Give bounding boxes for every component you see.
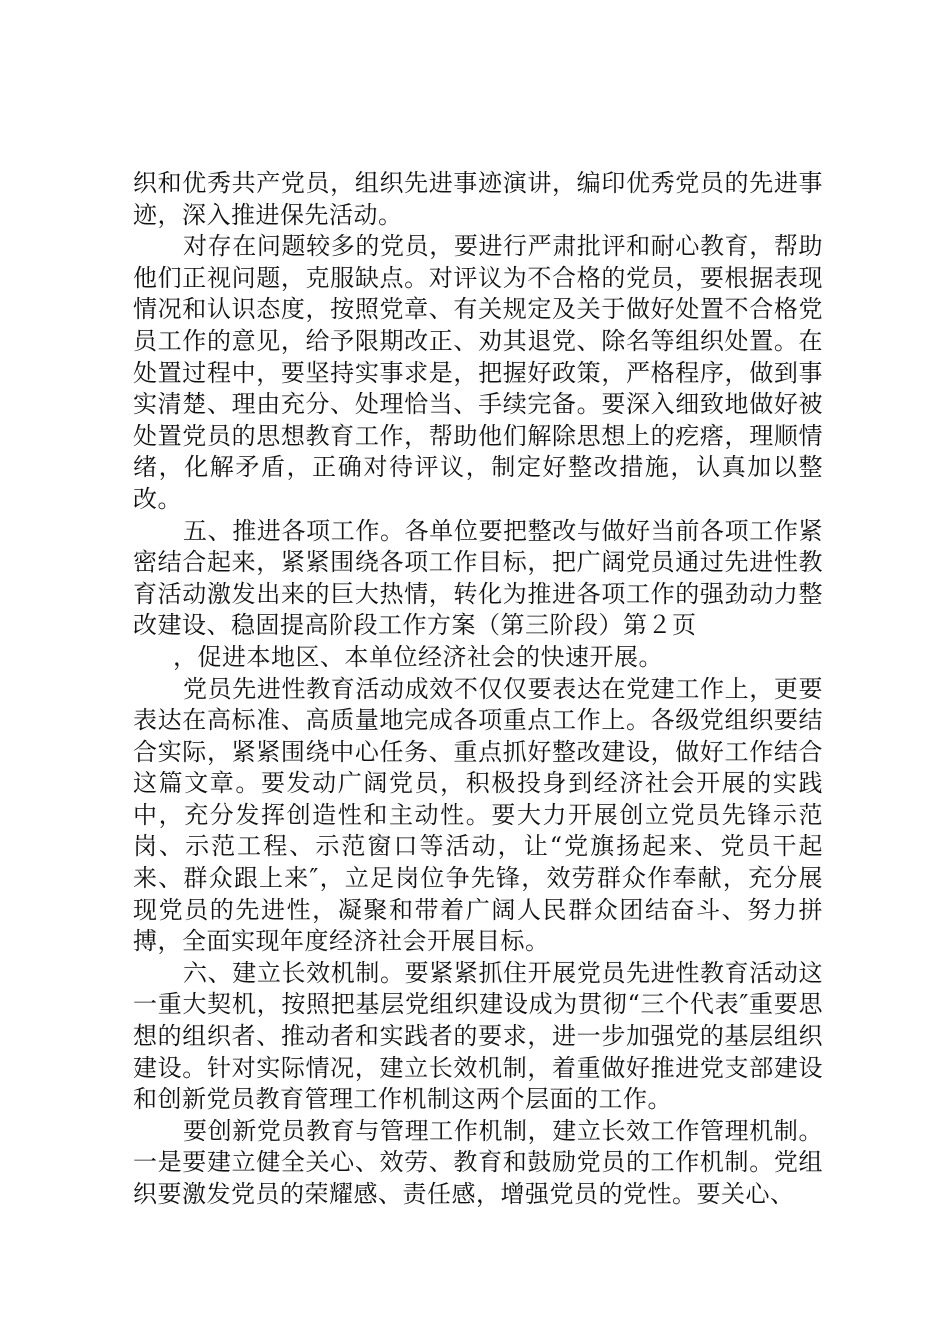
paragraph-mechanism: 要创新党员教育与管理工作机制，建立长效工作管理机制。一是要建立健全关心、效劳、教育和鼓励党员的工作机制。党组织要激发党员的荣耀感、责任感，增强党员的党性。要关心、 — [133, 1116, 823, 1208]
paragraph-section-six: 六、建立长效机制。要紧紧抓住开展党员先进性教育活动这一重大契机，按照把基层党组织建设成为贯彻“三个代表″重要思想的组织者、推动者和实践者的要求，进一步加强党的基层组织建设。针对实际情况，建立长效机制，着重做好推进党支部建设和创新党员教育管理工作机制这两个层面的工作。 — [133, 958, 823, 1114]
paragraph-continuation: 织和优秀共产党员，组织先进事迹演讲，编印优秀党员的先进事迹，深入推进保先活动。 — [133, 169, 823, 229]
paragraph-effectiveness: 党员先进性教育活动成效不仅仅要表达在党建工作上，更要表达在高标准、高质量地完成各项重点工作上。各级党组织要结合实际，紧紧围绕中心任务、重点抓好整改建设，做好工作结合这篇文章。要发动广阔党员，积极投身到经济社会开展的实践中，充分发挥创造性和主动性。要大力开展创立党员先锋示范岗、示范工程、示范窗口等活动，让“党旗扬起来、党员干起来、群众跟上来″，立足岗位争先锋，效劳群众作奉献，充分展现党员的先进性，凝聚和带着广阔人民群众团结奋斗、努力拼搏，全面实现年度经济社会开展目标。 — [133, 674, 823, 956]
paragraph-section-five-tail: ，促进本地区、本单位经济社会的快速开展。 — [173, 642, 663, 671]
paragraph-criticism: 对存在问题较多的党员，要进行严肃批评和耐心教育，帮助他们正视问题，克服缺点。对评议为不合格的党员，要根据表现情况和认识态度，按照党章、有关规定及关于做好处置不合格党员工作的意见，给予限期改正、劝其退党、除名等组织处置。在处置过程中，要坚持实事求是，把握好政策，严格程序，做到事实清楚、理由充分、处理恰当、手续完备。要深入细致地做好被处置党员的思想教育工作，帮助他们解除思想上的疙瘩，理顺情绪，化解矛盾，正确对待评议，制定好整改措施，认真加以整改。 — [133, 232, 823, 513]
paragraph-section-five: 五、推进各项工作。各单位要把整改与做好当前各项工作紧密结合起来，紧紧围绕各项工作目标，把广阔党员通过先进性教育活动激发出来的巨大热情，转化为推进各项工作的强劲动力整改建设、稳固提高阶段工作方案（第三阶段）第２页 — [133, 516, 823, 640]
document-page — [133, 168, 823, 1211]
